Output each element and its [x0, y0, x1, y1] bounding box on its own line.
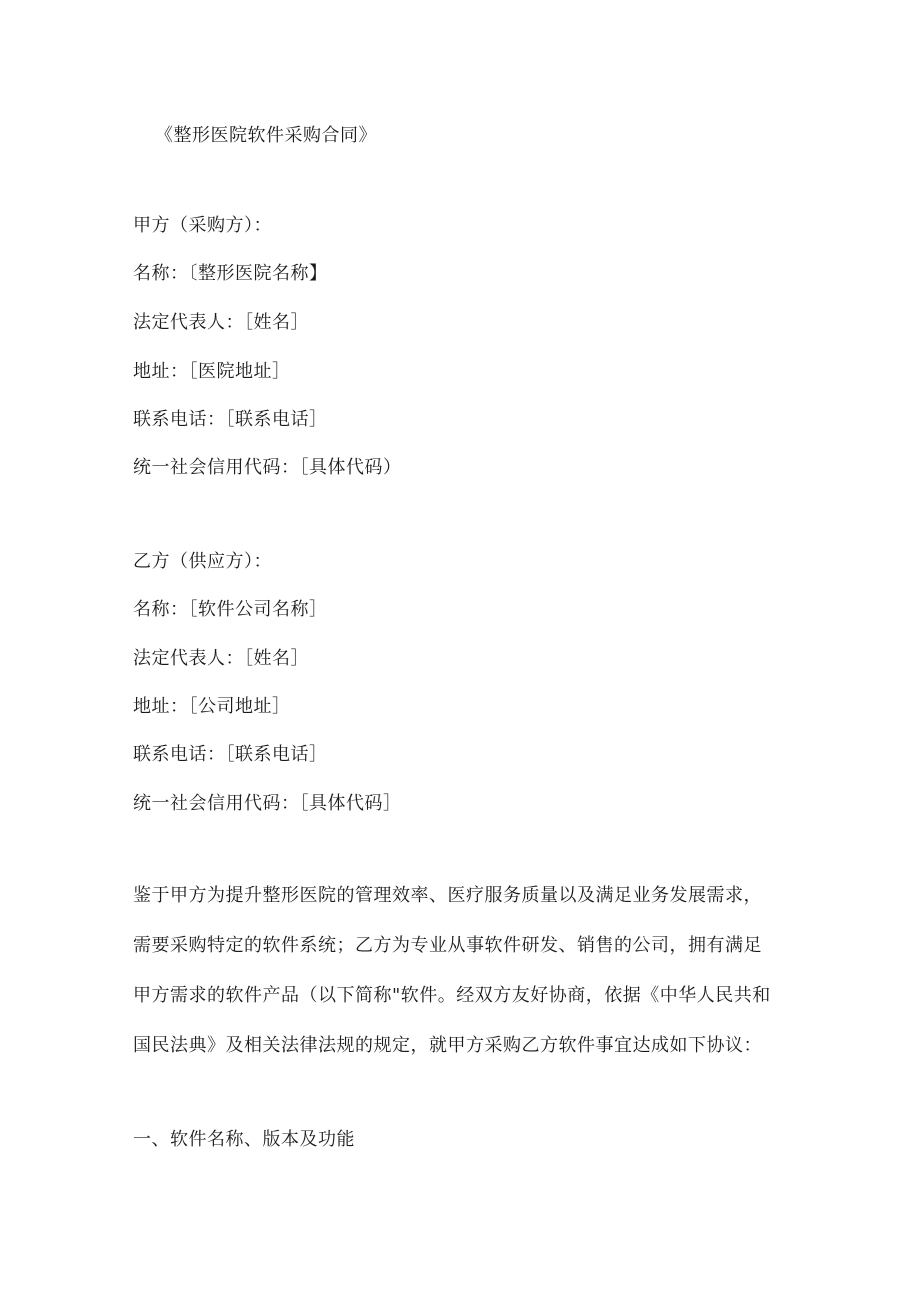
section-heading: 一、软件名称、版本及功能 [133, 1129, 355, 1150]
party-a-name: 名称：〔整形医院名称】 [133, 263, 328, 284]
preamble-line: 需要采购特定的软件系统；乙方为专业从事软件研发、销售的公司，拥有满足 [133, 935, 762, 956]
party-b-name: 名称：［软件公司名称］ [133, 599, 328, 620]
preamble-line: 鉴于甲方为提升整形医院的管理效率、医疗服务质量以及满足业务发展需求， [133, 885, 762, 906]
preamble-line: 甲方需求的软件产品（以下简称"软件。经双方友好协商，依据《中华人民共和 [133, 985, 771, 1006]
party-a-credit-code: 统一社会信用代码：［具体代码） [133, 457, 402, 478]
party-b-address: 地址：［公司地址］ [133, 696, 291, 717]
party-b-legal-rep: 法定代表人：［姓名］ [133, 648, 309, 669]
document-title: 《整形医院软件采购合同》 [155, 125, 377, 146]
party-b-heading: 乙方（供应方）： [133, 551, 272, 572]
preamble-line: 国民法典》及相关法律法规的规定，就甲方采购乙方软件事宜达成如下协议： [133, 1035, 762, 1056]
party-b-credit-code: 统一社会信用代码：［具体代码］ [133, 793, 402, 814]
party-b-phone: 联系电话：［联系电话］ [133, 744, 328, 765]
party-a-heading: 甲方（采购方）： [133, 215, 272, 236]
party-a-address: 地址：［医院地址］ [133, 361, 291, 382]
party-a-legal-rep: 法定代表人：［姓名］ [133, 312, 309, 333]
party-a-phone: 联系电话：［联系电话］ [133, 409, 328, 430]
